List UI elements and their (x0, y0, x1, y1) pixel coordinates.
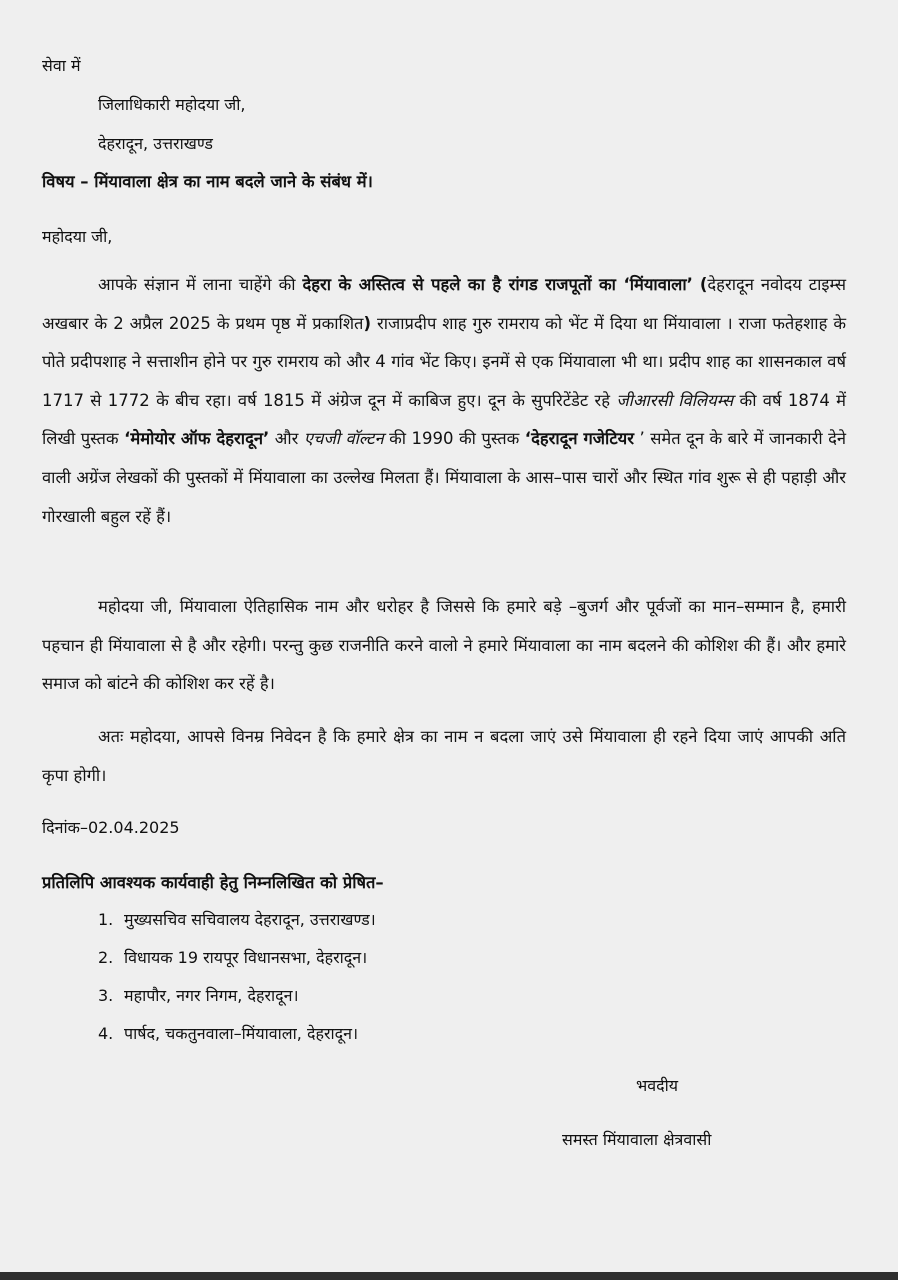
copy-list-text: विधायक 19 रायपूर विधानसभा, देहरादून। (124, 948, 368, 967)
para1-open-paren: ( (699, 275, 708, 294)
para1-text-2: राजाप्रदीप शाह गुरु रामराय को भेंट में दिया था मिंयावाला । राजा फतेहशाह के पोते प्रदीपशाह ने सत्ताशीन होने पर गुरु रामराय को और 4 गांव भेंट किए। इनमें से एक मिंयावाला भी था। प्रदीप शाह का शासनकाल वर्ष 1717 से 1772 के बीच रहा। वर्ष 1815 में अंग्रेज दून में काबिज हुए। दून के सुपरिटेंडेट रहे (42, 313, 846, 410)
para1-text-5: की 1990 की पुस्तक (383, 429, 525, 449)
copy-list-item (98, 948, 367, 968)
copy-list-number: 2. (98, 948, 114, 967)
para3-text: अतः महोदया, आपसे विनम्र निवेदन है कि हमारे क्षेत्र का नाम न बदला जाएं उसे मिंयावाला ही रहने दिया जाएं आपकी अति कृपा होगी। (42, 727, 846, 785)
paragraph-3 (42, 718, 846, 795)
subject-line: विषय – मिंयावाला क्षेत्र का नाम बदले जाने के संबंध में। (42, 172, 373, 191)
bottom-bar (0, 1272, 898, 1280)
copy-list-item (98, 1024, 358, 1044)
para1-text-6: ’ समेत दून के बारे में जानकारी देने वाली अग्रेंज लेखकों की पुस्तकों में मिंयावाला का उल्लेख मिलता हैं। मिंयावाला के आस–पास चारों और स्थित गांव शुरू से ही पहाड़ी और गोरखाली बहुल रहें हैं। (42, 429, 847, 526)
copy-list-text: मुख्यसचिव सचिवालय देहरादून, उत्तराखण्ड। (124, 910, 376, 929)
para1-bold-headline: देहरा के अस्तित्व से पहले का है रांगड राजपूतों का ‘मिंयावाला’ (302, 275, 693, 294)
para1-text-1: आपके संज्ञान में लाना चाहेंगे की (98, 275, 303, 294)
copy-list-number: 3. (98, 986, 114, 1005)
copy-list-item (98, 986, 299, 1006)
recipient-line-1: जिलाधिकारी महोदया जी, (98, 95, 246, 114)
copy-list-text: महापौर, नगर निगम, देहरादून। (124, 986, 299, 1005)
para1-source-note: देहरादून नवोदय टाइम्स अखबार के 2 अप्रैल 2025 के प्रथम पृष्ठ में प्रकाशित (42, 275, 847, 333)
para1-book-2: ‘देहरादून गजेटियर (524, 429, 634, 449)
copy-list-text: पार्षद, चकतुनवाला–मिंयावाला, देहरादून। (124, 1024, 359, 1043)
paragraph-1 (42, 266, 846, 536)
para1-author-1: जीआरसी विलियम्स (616, 390, 734, 410)
copy-heading: प्रतिलिपि आवश्यक कार्यवाही हेतु निम्नलिखित को प्रेषित– (42, 873, 384, 892)
copy-list-item (98, 910, 376, 930)
para1-author-2: एचजी वॉल्टन (303, 429, 384, 449)
para1-text-3: की वर्ष 1874 में लिखी पुस्तक (42, 390, 846, 449)
para1-text-4: और (269, 429, 304, 449)
copy-list-number: 1. (98, 910, 114, 929)
recipient-line-2: देहरादून, उत्तराखण्ड (98, 134, 213, 153)
para1-close-paren: ) (363, 313, 371, 333)
salutation-to: सेवा में (42, 56, 81, 75)
date-line: दिनांक–02.04.2025 (42, 818, 180, 837)
greeting: महोदया जी, (42, 227, 113, 246)
paragraph-2 (42, 588, 846, 704)
para2-text: महोदया जी, मिंयावाला ऐतिहासिक नाम और धरोहर है जिससे कि हमारे बड़े –बुजर्ग और पूर्वजों का मान–सम्मान है, हमारी पहचान ही मिंयावाला से है और रहेगी। परन्तु कुछ राजनीति करने वालो ने हमारे मिंयावाला का नाम बदलने की कोशिश की हैं। और हमारे समाज को बांटने की कोशिश कर रहें है। (42, 597, 846, 694)
copy-list-number: 4. (98, 1024, 114, 1043)
para1-book-1: ‘मेमोयोर ऑफ देहरादून’ (124, 429, 270, 449)
closing: भवदीय (636, 1076, 679, 1095)
signatory: समस्त मिंयावाला क्षेत्रवासी (562, 1130, 712, 1149)
